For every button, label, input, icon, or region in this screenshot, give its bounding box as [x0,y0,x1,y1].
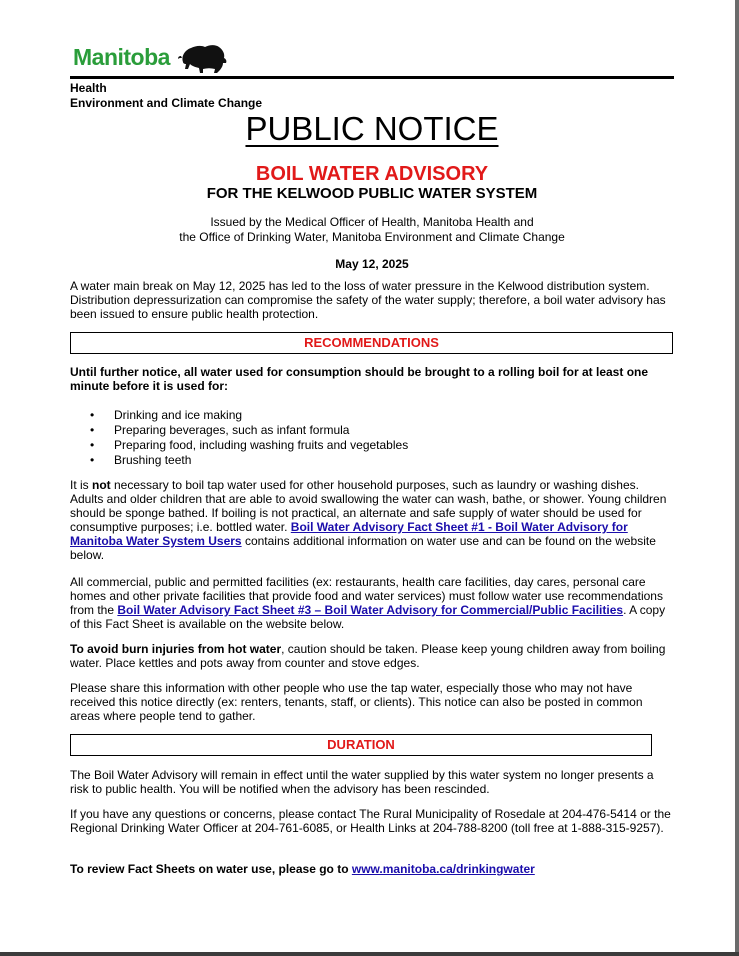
p1-text-c: contains additional information on water use and can be found on the website below. [70,534,656,562]
list-item: • Drinking and ice making [90,408,408,423]
p1-not: not [92,478,111,492]
list-item: • Preparing food, including washing fruits and vegetables [90,438,408,453]
window-edge-bottom [0,952,739,956]
list-item: • Brushing teeth [90,453,408,468]
advisory-heading: BOIL WATER ADVISORY [255,163,489,185]
department-health: Health [70,81,107,95]
issued-line-2: the Office of Drinking Water, Manitoba Environment and Climate Change [179,230,565,244]
page-title [70,110,674,148]
letterhead [70,42,674,82]
share-paragraph: Please share this information with other people who use the tap water, especially those who may not have received this notice directly (ex: renters, tenants, staff, or clients). This notice can also be posted in common areas where people tend to gather. [70,681,643,723]
department-names [70,81,262,111]
duration-heading: DURATION [70,734,652,756]
department-environment: Environment and Climate Change [70,96,263,110]
fact-sheets-paragraph [70,862,674,876]
facilities-paragraph [70,575,674,631]
fact-sheet-3-link[interactable]: Boil Water Advisory Fact Sheet #3 – Boil Water Advisory for Commercial/Public Facilities [117,603,624,617]
list-item: • Preparing beverages, such as infant formula [90,423,408,438]
window-edge-right [735,0,739,956]
bison-icon [177,42,229,76]
drinking-water-link[interactable]: www.manitoba.ca/drinkingwater [351,862,535,876]
p1-text-b: necessary to boil tap water used for other household purposes, such as laundry or washing dishes. Adults and older children that are able to avoid swallowing the water can wash, bathe, or shower. Young children should be sponge bathed. If boiling is not practical, an alternate and safe supply of water should be used for consumptive purposes; i.e. bottled water. [70,478,667,534]
intro-paragraph: A water main break on May 12, 2025 has led to the loss of water pressure in the Kelwood distribution system. Distribution depressurization can compromise the safety of the water supply; therefore, a boil water advisory has been issued to ensure public health protection. [70,279,666,321]
fact-sheets-text: To review Fact Sheets on water use, please go to [70,862,352,876]
issued-by [70,215,674,245]
advisory-subheading: FOR THE KELWOOD PUBLIC WATER SYSTEM [206,185,538,202]
p2-text-b: . A copy of this Fact Sheet is available on the website below. [70,603,666,631]
contact-paragraph: If you have any questions or concerns, please contact The Rural Municipality of Rosedale at 204-476-5414 or the Regional Drinking Water Officer at 204-761-6085, or Health Links at 204-788-8200 (toll free at 1-888-315-9257). [70,807,671,835]
manitoba-wordmark: Manitoba [73,44,170,70]
household-use-paragraph [70,478,674,562]
recommendations-heading: RECOMMENDATIONS [70,332,673,354]
p1-text-a: It is [70,478,93,492]
header-rule [70,76,674,79]
duration-paragraph: The Boil Water Advisory will remain in effect until the water supplied by this water system no longer presents a risk to public health. You will be notified when the advisory has been rescinded. [70,768,654,796]
burn-injury-bold: To avoid burn injuries from hot water [70,642,282,656]
recommendations-lead: Until further notice, all water used for consumption should be brought to a rolling boil for at least one minute before it is used for: [70,365,649,393]
burn-injury-text: , caution should be taken. Please keep young children away from boiling water. Place kettles and pots away from counter and stove edges. [70,642,666,670]
fact-sheet-1-link[interactable]: Boil Water Advisory Fact Sheet #1 - Boil Water Advisory for Manitoba Water System Users [70,520,628,548]
issued-line-1: Issued by the Medical Officer of Health, Manitoba Health and [210,215,534,229]
p2-text-a: All commercial, public and permitted facilities (ex: restaurants, health care facilities, day cares, personal care homes and other private facilities that provide food and water services) must follow water use recommendations from the [70,575,663,617]
page-title-text: PUBLIC NOTICE [245,110,499,147]
burn-injury-paragraph [70,642,674,670]
notice-date: May 12, 2025 [335,257,409,271]
consumption-list [90,408,408,468]
